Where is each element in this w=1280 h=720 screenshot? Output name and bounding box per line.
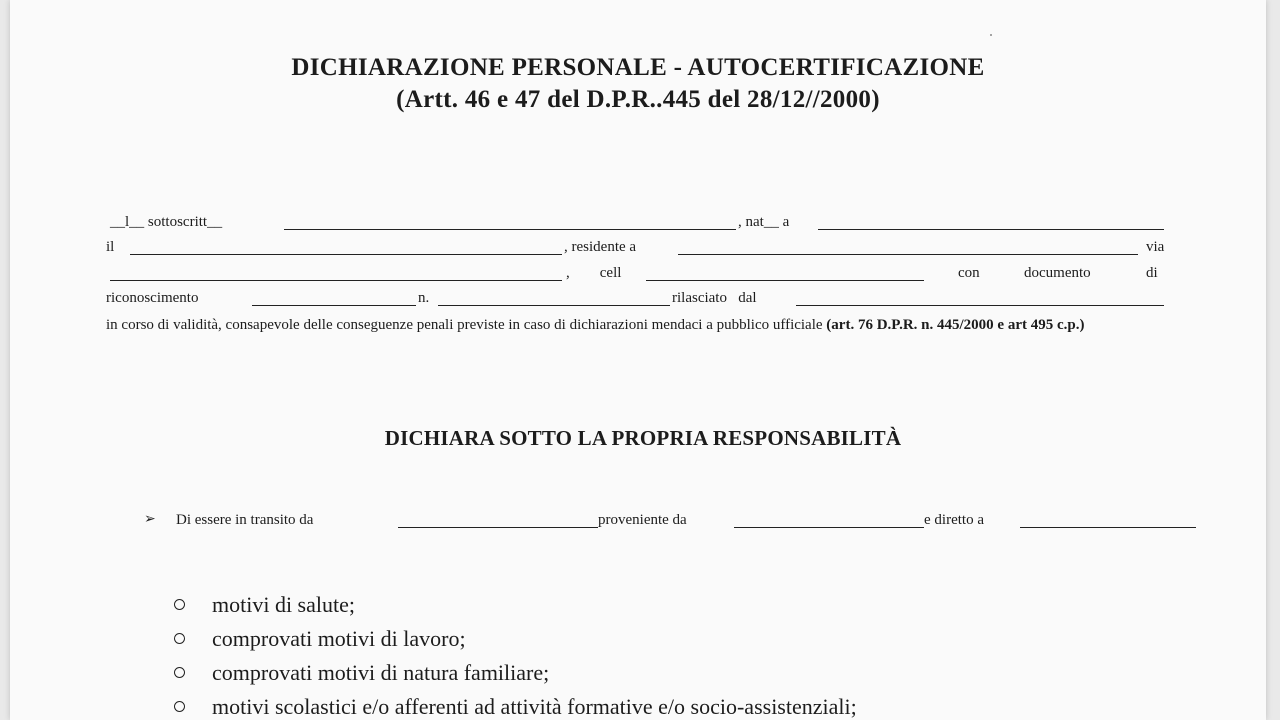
option-label: motivi scolastici e/o afferenti ad attività formative e/o socio-assistenziali; [212,694,857,719]
option-health[interactable] [162,588,857,622]
form-line-document [106,287,1164,309]
label-rilasciato: rilasciato dal [672,290,757,306]
field-document-type[interactable] [252,305,416,306]
disclaimer-paragraph [106,314,1164,336]
label-transit: Di essere in transito da [176,512,314,528]
field-document-number[interactable] [438,305,670,306]
label-di: di [1146,265,1158,281]
declaration-heading: DICHIARA SOTTO LA PROPRIA RESPONSABILITÀ [384,426,902,450]
label-con: con [958,265,980,281]
form-line-name [106,211,1164,233]
form-line-birthdate [106,236,1164,258]
field-issued-by[interactable] [796,305,1164,306]
field-cell[interactable] [646,280,924,281]
document-page [10,0,1266,720]
field-name[interactable] [284,229,736,230]
label-riconoscimento: riconoscimento [106,290,199,306]
disclaimer-law-reference: (art. 76 D.P.R. n. 445/2000 e art 495 c.p.) [826,317,1085,333]
label-diretto: e diretto a [924,512,984,528]
field-residence[interactable] [678,254,1138,255]
scan-speck [990,34,992,36]
field-birthdate[interactable] [130,254,562,255]
radio-circle-icon[interactable] [174,599,185,610]
field-coming-from[interactable] [734,527,924,528]
label-residente: , residente a [564,239,637,255]
option-label: comprovati motivi di natura familiare; [212,660,550,685]
option-family[interactable] [162,656,857,690]
field-transit-from[interactable] [398,527,598,528]
option-label: motivi di salute; [212,592,355,617]
option-label: comprovati motivi di lavoro; [212,626,466,651]
radio-circle-icon[interactable] [174,667,185,678]
form-line-address [106,262,1164,284]
field-birthplace[interactable] [818,229,1164,230]
document-subtitle: (Artt. 46 e 47 del D.P.R..445 del 28/12//2000) [396,86,880,113]
disclaimer-text: in corso di validità, consapevole delle conseguenze penali previste in caso di dichiarazioni mendaci a pubblico ufficiale [106,317,827,333]
option-school[interactable] [162,690,857,720]
radio-circle-icon[interactable] [174,701,185,712]
reason-options-list [162,588,857,720]
label-il: il [106,239,115,255]
arrow-bullet-icon: ➢ [144,512,156,527]
option-work[interactable] [162,622,857,656]
transit-line [144,507,1194,531]
document-title: DICHIARAZIONE PERSONALE - AUTOCERTIFICAZIONE [291,54,985,81]
label-numero: n. [418,290,430,306]
label-proveniente: proveniente da [598,512,687,528]
label-cell: , cell [566,265,622,281]
label-sottoscritto: __l__ sottoscritt__ [110,214,223,230]
label-documento: documento [1024,265,1091,281]
field-address[interactable] [110,280,562,281]
label-via: via [1146,239,1165,255]
label-nato-a: , nat__ a [738,214,790,230]
radio-circle-icon[interactable] [174,633,185,644]
field-directed-to[interactable] [1020,527,1196,528]
